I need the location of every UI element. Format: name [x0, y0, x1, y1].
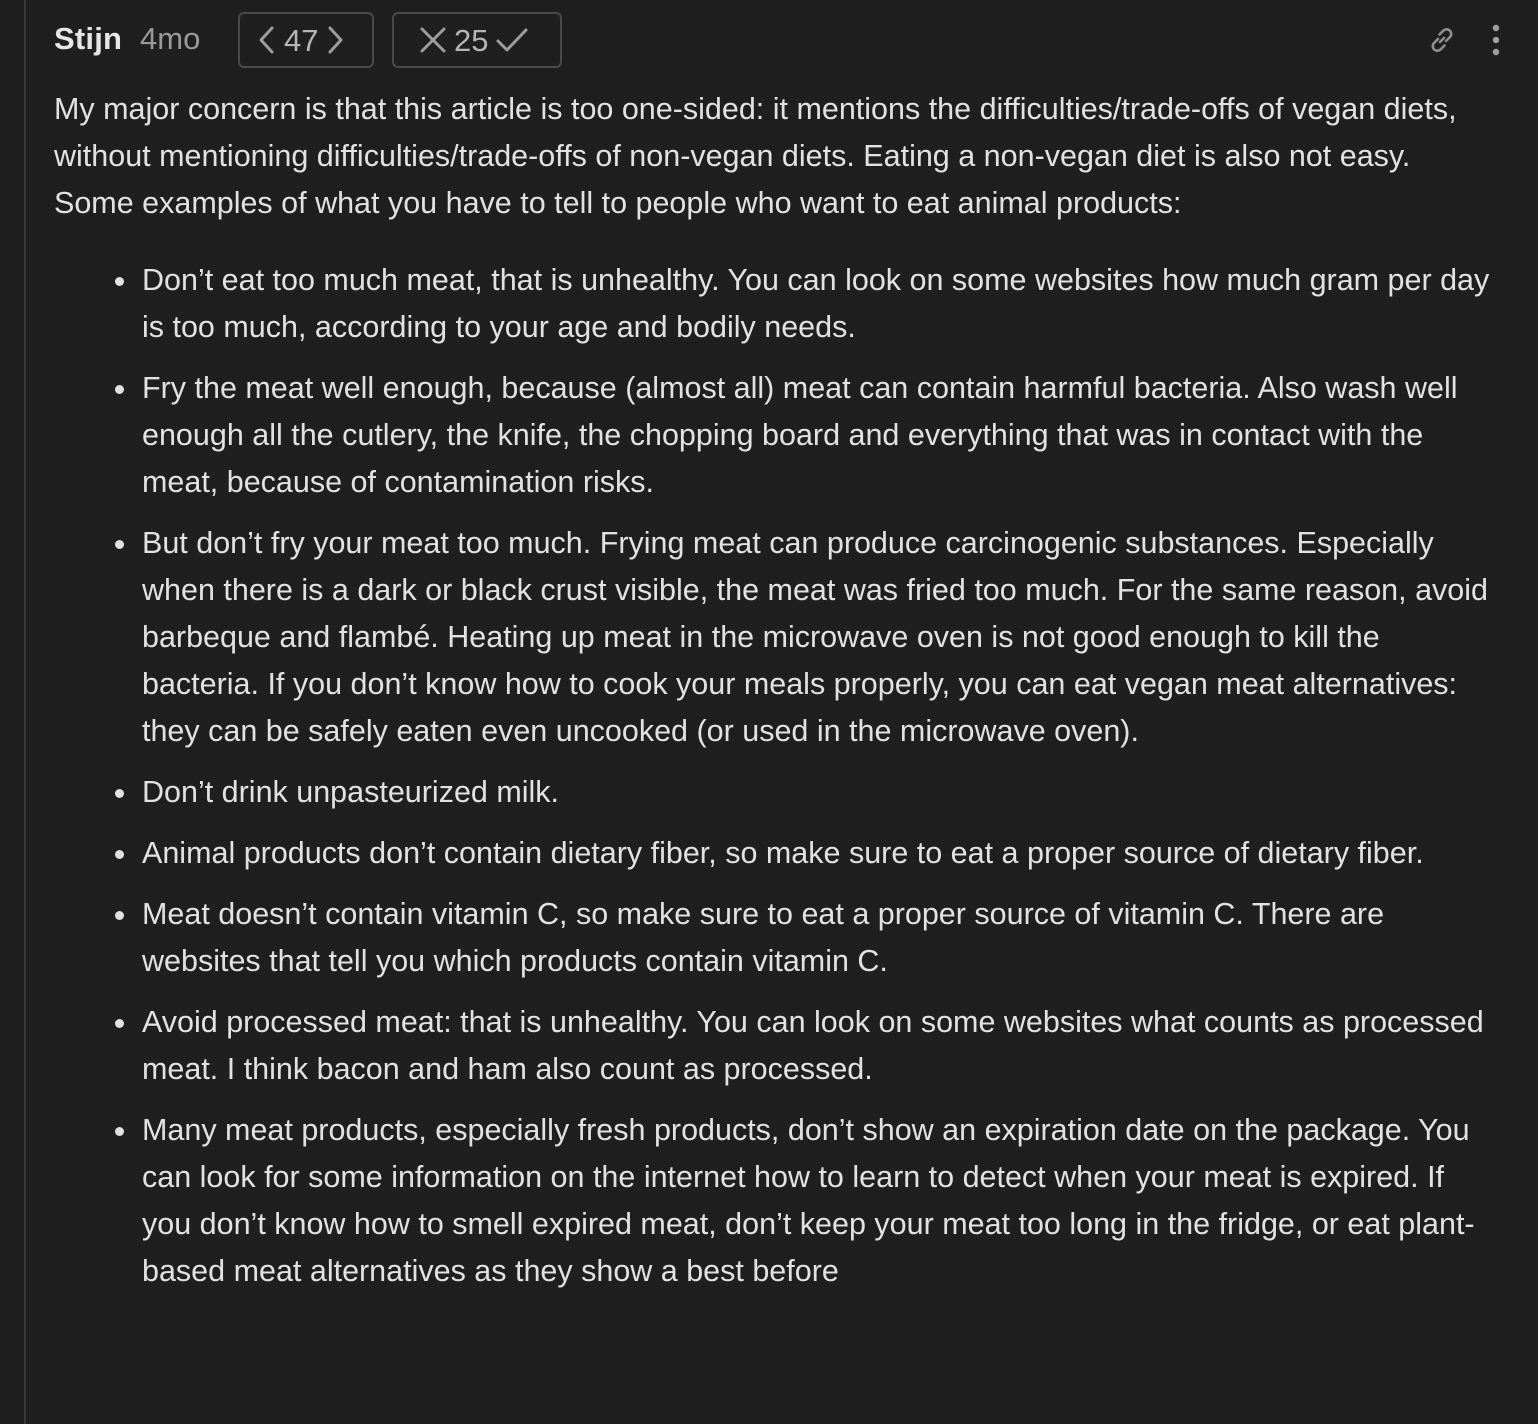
disagree-button[interactable] [416, 22, 450, 58]
downvote-button[interactable] [252, 22, 280, 58]
link-icon [1427, 25, 1457, 55]
check-icon [495, 26, 529, 54]
agreement-score: 25 [454, 22, 489, 58]
vertical-dots-icon [1491, 24, 1501, 56]
list-item: Don’t drink unpasteurized milk. [142, 769, 1498, 816]
permalink-button[interactable] [1424, 20, 1460, 60]
list-item: Many meat products, especially fresh products, don’t show an expiration date on the package. You can look for some information on the internet how to learn to detect when your meat is expired. If you don’t know how to smell expired meat, don’t keep your meat too long in the fridge, or eat plant-based meat alternatives as they show a best before [142, 1107, 1498, 1295]
comment-age[interactable]: 4mo [140, 21, 201, 56]
comment-menu-button[interactable] [1478, 20, 1514, 60]
list-item: Fry the meat well enough, because (almost all) meat can contain harmful bacteria. Also wash well enough all the cutlery, the knife, the chopping board and everything that was in contact with the meat, because of contamination risks. [142, 365, 1498, 506]
advice-list [54, 257, 1498, 1295]
karma-vote-box [238, 12, 374, 68]
agree-button[interactable] [492, 22, 532, 58]
author-name[interactable]: Stijn [54, 21, 123, 56]
comment-card [24, 0, 1538, 1424]
chevron-left-icon [257, 25, 275, 55]
chevron-right-icon [327, 25, 345, 55]
cross-icon [419, 26, 447, 54]
agreement-vote-box [392, 12, 562, 68]
comment-intro: My major concern is that this article is too one-sided: it mentions the difficulties/trade-offs of vegan diets, without mentioning difficulties/trade-offs of non-vegan diets. Eating a non-vegan diet is also not easy. Some examples of what you have to tell to people who want to eat animal products: [54, 92, 1457, 220]
list-item: Animal products don’t contain dietary fiber, so make sure to eat a proper source of dietary fiber. [142, 830, 1498, 877]
comment-header [54, 12, 1514, 70]
upvote-button[interactable] [322, 22, 350, 58]
list-item: Meat doesn’t contain vitamin C, so make sure to eat a proper source of vitamin C. There are websites that tell you which products contain vitamin C. [142, 891, 1498, 985]
list-item: Don’t eat too much meat, that is unhealthy. You can look on some websites how much gram per day is too much, according to your age and bodily needs. [142, 257, 1498, 351]
comment-actions [1424, 20, 1514, 60]
list-item: But don’t fry your meat too much. Frying meat can produce carcinogenic substances. Especially when there is a dark or black crust visible, the meat was fried too much. For the same reason, avoid barbeque and flambé. Heating up meat in the microwave oven is not good enough to kill the bacteria. If you don’t know how to cook your meals properly, you can eat vegan meat alternatives: they can be safely eaten even uncooked (or used in the microwave oven). [142, 520, 1498, 755]
list-item: Avoid processed meat: that is unhealthy. You can look on some websites what counts as processed meat. I think bacon and ham also count as processed. [142, 999, 1498, 1093]
comment-body [54, 86, 1498, 1309]
karma-score: 47 [284, 22, 319, 58]
